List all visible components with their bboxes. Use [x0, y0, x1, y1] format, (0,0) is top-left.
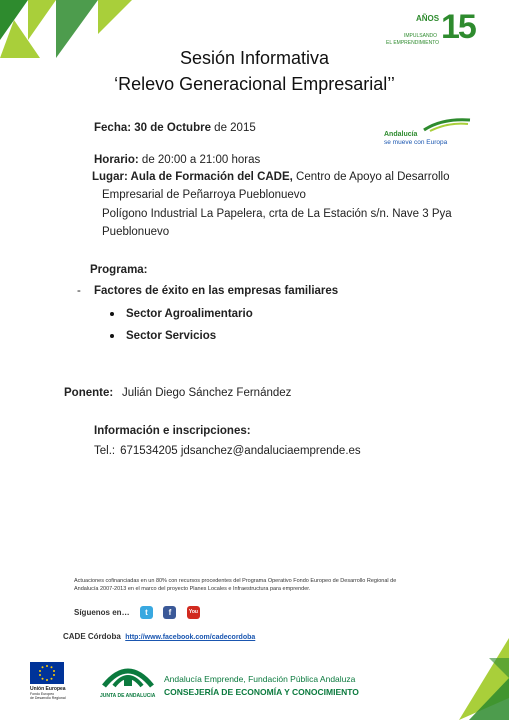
time-value: de 20:00 a 21:00 horas [138, 154, 261, 166]
org-line-2: CONSEJERÍA DE ECONOMÍA Y CONOCIMIENTO [164, 687, 359, 697]
footer-disclaimer [74, 577, 454, 593]
eu-label-3: de Desarrollo Regional [30, 696, 66, 700]
follow-us-row [74, 604, 206, 622]
program-sub-item-1 [110, 306, 253, 322]
logo-years-label: AÑOS [416, 14, 440, 23]
time-label: Horario: [94, 154, 139, 166]
bullet-icon [110, 334, 114, 338]
place-value-1: Centro de Apoyo al Desarrollo [292, 171, 450, 183]
place-line-1 [92, 169, 467, 185]
date-line [94, 120, 256, 136]
program-main-item [77, 283, 338, 299]
program-sub-text: Sector Servicios [126, 330, 217, 342]
disclaimer-line-2: Andalucía 2007-2013 en el marco del proyecto Planes Locales e Infraestructura para emprender. [74, 586, 311, 592]
time-line [94, 152, 260, 168]
page-subtitle: ‘Relevo Generacional Empresarial’’ [114, 74, 395, 94]
andalucia-swoosh-icon [422, 118, 472, 132]
place-label: Lugar: Aula de Formación del CADE, [92, 171, 293, 183]
junta-label: JUNTA DE ANDALUCIA [100, 693, 156, 699]
speaker-name: Julián Diego Sánchez Fernández [122, 387, 292, 399]
program-main-text: Factores de éxito en las empresas familiares [94, 285, 339, 297]
program-dash: - [77, 285, 81, 297]
speaker-line [64, 385, 291, 401]
disclaimer-line-1: Actuaciones cofinanciadas en un 80% con recursos procedentes del Programa Operativo Fondo Europeo de Desarrollo Regional de [74, 578, 397, 584]
logo-number: 15 [441, 8, 475, 46]
date-rest: de 2015 [210, 122, 256, 134]
facebook-icon[interactable]: f [163, 606, 176, 619]
twitter-icon[interactable]: t [140, 606, 153, 619]
logo-tagline-2: EL EMPRENDIMIENTO [386, 40, 440, 46]
date-day: 30 de Octubre [134, 122, 211, 134]
junta-emblem-icon [100, 660, 156, 690]
info-label: Información e inscripciones: [94, 425, 251, 437]
tel-value: 671534205 jdsanchez@andaluciaemprende.es [120, 445, 361, 457]
place-line-4: Pueblonuevo [102, 226, 170, 238]
eu-label-2: Fondo Europeo [30, 692, 55, 696]
cade-row [63, 626, 255, 644]
eu-flag-icon [30, 662, 64, 684]
follow-label: Síguenos en… [74, 608, 130, 618]
org-line-1: Andalucía Emprende, Fundación Pública Andaluza [164, 674, 356, 684]
youtube-icon[interactable]: You [187, 606, 200, 619]
andalucia-line-2: se mueve con Europa [384, 139, 448, 146]
speaker-label: Ponente: [64, 387, 114, 399]
cade-label: CADE Córdoba [63, 632, 121, 641]
decorative-triangles-bottom [429, 638, 509, 720]
logo-tagline-1: IMPULSANDO [404, 33, 438, 39]
program-sub-text: Sector Agroalimentario [126, 308, 253, 320]
andalucia-europe-logo [384, 118, 474, 148]
junta-logo [100, 660, 160, 699]
info-contact [94, 443, 361, 459]
andalucia-line-1: Andalucía [384, 131, 418, 138]
program-label: Programa: [90, 264, 148, 276]
fifteen-years-logo [386, 10, 486, 52]
place-block [92, 169, 467, 240]
org-block [164, 674, 359, 697]
eu-logo [30, 662, 70, 700]
bullet-icon [110, 312, 114, 316]
tel-label: Tel.: [94, 445, 116, 457]
eu-label-1: Unión Europea [30, 686, 66, 692]
program-sub-item-2 [110, 328, 216, 344]
facebook-link[interactable]: http://www.facebook.com/cadecordoba [125, 634, 256, 641]
place-line-3: Polígono Industrial La Papelera, crta de La Estación s/n. Nave 3 Pya [102, 208, 452, 220]
place-line-2: Empresarial de Peñarroya Pueblonuevo [102, 189, 306, 201]
date-label: Fecha: [94, 122, 132, 134]
page-title: Sesión Informativa [179, 48, 330, 68]
